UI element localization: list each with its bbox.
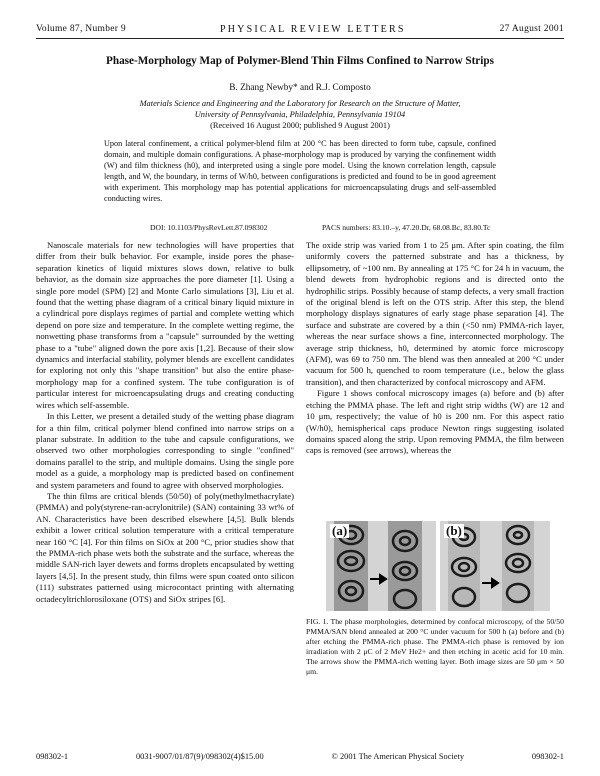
header-rule bbox=[36, 38, 564, 39]
page-footer bbox=[36, 752, 564, 761]
journal-name: PHYSICAL REVIEW LETTERS bbox=[219, 24, 406, 35]
affiliation bbox=[36, 98, 564, 120]
panel-label-a: (a) bbox=[332, 523, 348, 538]
right-column bbox=[306, 240, 564, 457]
paragraph: In this Letter, we present a detailed study of the wetting phase diagram for a thin film, critical polymer blend confined into narrow strips on a planar substrate. In addition to the tube and capsule configurations, we observed two other morphologies corresponding to single "confined" domains parallel to the strip, and multiple domains. Using the single pore model as a guide, a morphology map is predicted based on confinement and system parameters and found to agree with observed morphologies. bbox=[36, 411, 294, 490]
paragraph: Nanoscale materials for new technologies will have properties that differ from their bulk behavior. For example, inside pores the phase-separation kinetics of liquid mixtures slows down, relative to bulk behavior, as the domain size approaches the pore diameter [1]. Using a single pore model (SPM) [2] and Monte Carlo simulations [3], Liu et al. found that the wetting phase diagram of a critical binary liquid mixture in a cylindrical pore displays regimes of partial and complete wetting which depend on pore size and temperature. In the complete wetting regime, the nonwetting phase transforms from a "capsule" surrounded by the wetting phase to a "tube" aligned down the pore axis [1,2]. Because of their slow dynamics and interfacial stability, polymer blends are excellent candidates for exploring not only this "shape transition" but also the entire phase-morphology map for a confined system. The tube configuration is of particular interest for microencapsulating drugs and creating conducting wires which self-assemble. bbox=[36, 240, 294, 410]
figure-1 bbox=[326, 521, 550, 611]
affiliation-line-1: Materials Science and Engineering and the Laboratory for Research on the Structure of Matter, bbox=[139, 99, 461, 108]
running-header bbox=[36, 24, 564, 35]
copyright: © 2001 The American Physical Society bbox=[331, 752, 465, 761]
abstract: Upon lateral confinement, a critical polymer-blend film at 200 °C has been directed to form tube, capsule, confined domain, and multiple domain configurations. A phase-morphology map is produced by varying the confinement width (W) and film thickness (h0), and interpreted using a single pore model. Using the known correlation length, capsule length, and W, the boundary, in terms of W/h0, between configurations is predicted and found to be in good agreement with experiment. This morphology map has potential applications for microencapsulating drugs and self-assembled conducting wires. bbox=[104, 139, 496, 203]
affiliation-line-2: University of Pennsylvania, Philadelphia, Pennsylvania 19104 bbox=[194, 110, 406, 119]
paper-title: Phase-Morphology Map of Polymer-Blend Thin Films Confined to Narrow Strips bbox=[106, 55, 494, 67]
volume-number: Volume 87, Number 9 bbox=[36, 24, 126, 34]
paragraph: Figure 1 shows confocal microscopy images (a) before and (b) after etching the PMMA phase. The left and right strip widths (W) are 12 and 10 μm, respectively; the value of h0 is 200 nm. For this aspect ratio (W/h0), hemispherical caps produce Newton rings suggesting isolated domains spaced along the strip. Upon removing PMMA, the film between caps is removed (see arrows), whereas the bbox=[306, 388, 564, 456]
figure-caption: FIG. 1. The phase morphologies, determined by confocal microscopy, of the 50/50 PMMA/SAN blend annealed at 200 °C under vacuum for 500 h (a) before and (b) after etching the PMMA-rich phase. The PMMA-rich phase is removed by ion irradiation with 2 μC of 2 MeV He2+ and then etching in acetic acid for 10 min. The arrows show the PMMA-rich wetting layer. Both image sizes are 50 μm × 50 μm. bbox=[306, 617, 564, 676]
authors: B. Zhang Newby* and R.J. Composto bbox=[229, 83, 371, 93]
paragraph: The oxide strip was varied from 1 to 25 μm. After spin coating, the film uniformly covers the patterned substrate and has a thickness, by ellipsometry, of ~100 nm. By annealing at 175 °C for 24 h in vacuum, the blend dewets from hydrophobic regions and is directed onto the hydrophilic strips. Possibly because of stamp defects, a very small fraction of the original blend is left on the OTS strip. After this step, the blend morphology displays signatures of early stage phase separation [4]. The surface and substrate are covered by a thin (<50 nm) PMMA-rich layer, whereas the near surface shows a fine, interconnected morphology. The average strip thickness, h0, determined by atomic force microscopy (AFM), was 69 to 750 nm. The blend was then annealed at 200 °C under vacuum for 500 h, quenched to room temperature (i.e., below the glass transition), and then characterized by confocal microscopy and AFM. bbox=[306, 240, 564, 387]
issue-date: 27 August 2001 bbox=[499, 24, 564, 34]
pacs-numbers: PACS numbers: 83.10.–y, 47.20.Dr, 68.08.Bc, 83.80.Tc bbox=[322, 223, 491, 232]
article-code: 0031-9007/01/87(9)/098302(4)$15.00 bbox=[135, 752, 264, 761]
paragraph: The thin films are critical blends (50/50) of poly(methylmethacrylate) (PMMA) and poly(styrene-ran-acrylonitrile) (SAN) containing 33 wt% of AN. Characteristics have been described elsewhere [4,5]. Bulk blends exhibit a lower critical solution temperature with a critical temperature near 160 °C [4]. For thin films on SiOx at 200 °C, prior studies show that the PMMA-rich phase wets both the substrate and the surface, whereas the middle SAN-rich layer dewets and forms droplets encapsulated by wetting layers [4,5]. In the present study, thin films were spun coated onto silicon (111) substrates patterned using microcontact printing with alternating octadecyltrichlorosiloxane (OTS) and SiOx stripes [6]. bbox=[36, 490, 294, 604]
doi: DOI: 10.1103/PhysRevLett.87.098302 bbox=[150, 223, 268, 232]
panel-label-b: (b) bbox=[446, 523, 462, 538]
figure-panel-b bbox=[440, 521, 550, 611]
left-column bbox=[36, 240, 294, 605]
received-dates: (Received 16 August 2000; published 9 August 2001) bbox=[210, 121, 390, 130]
figure-panel-a bbox=[326, 521, 436, 611]
page-number-right: 098302-1 bbox=[531, 752, 564, 761]
page-number-left: 098302-1 bbox=[36, 752, 69, 761]
